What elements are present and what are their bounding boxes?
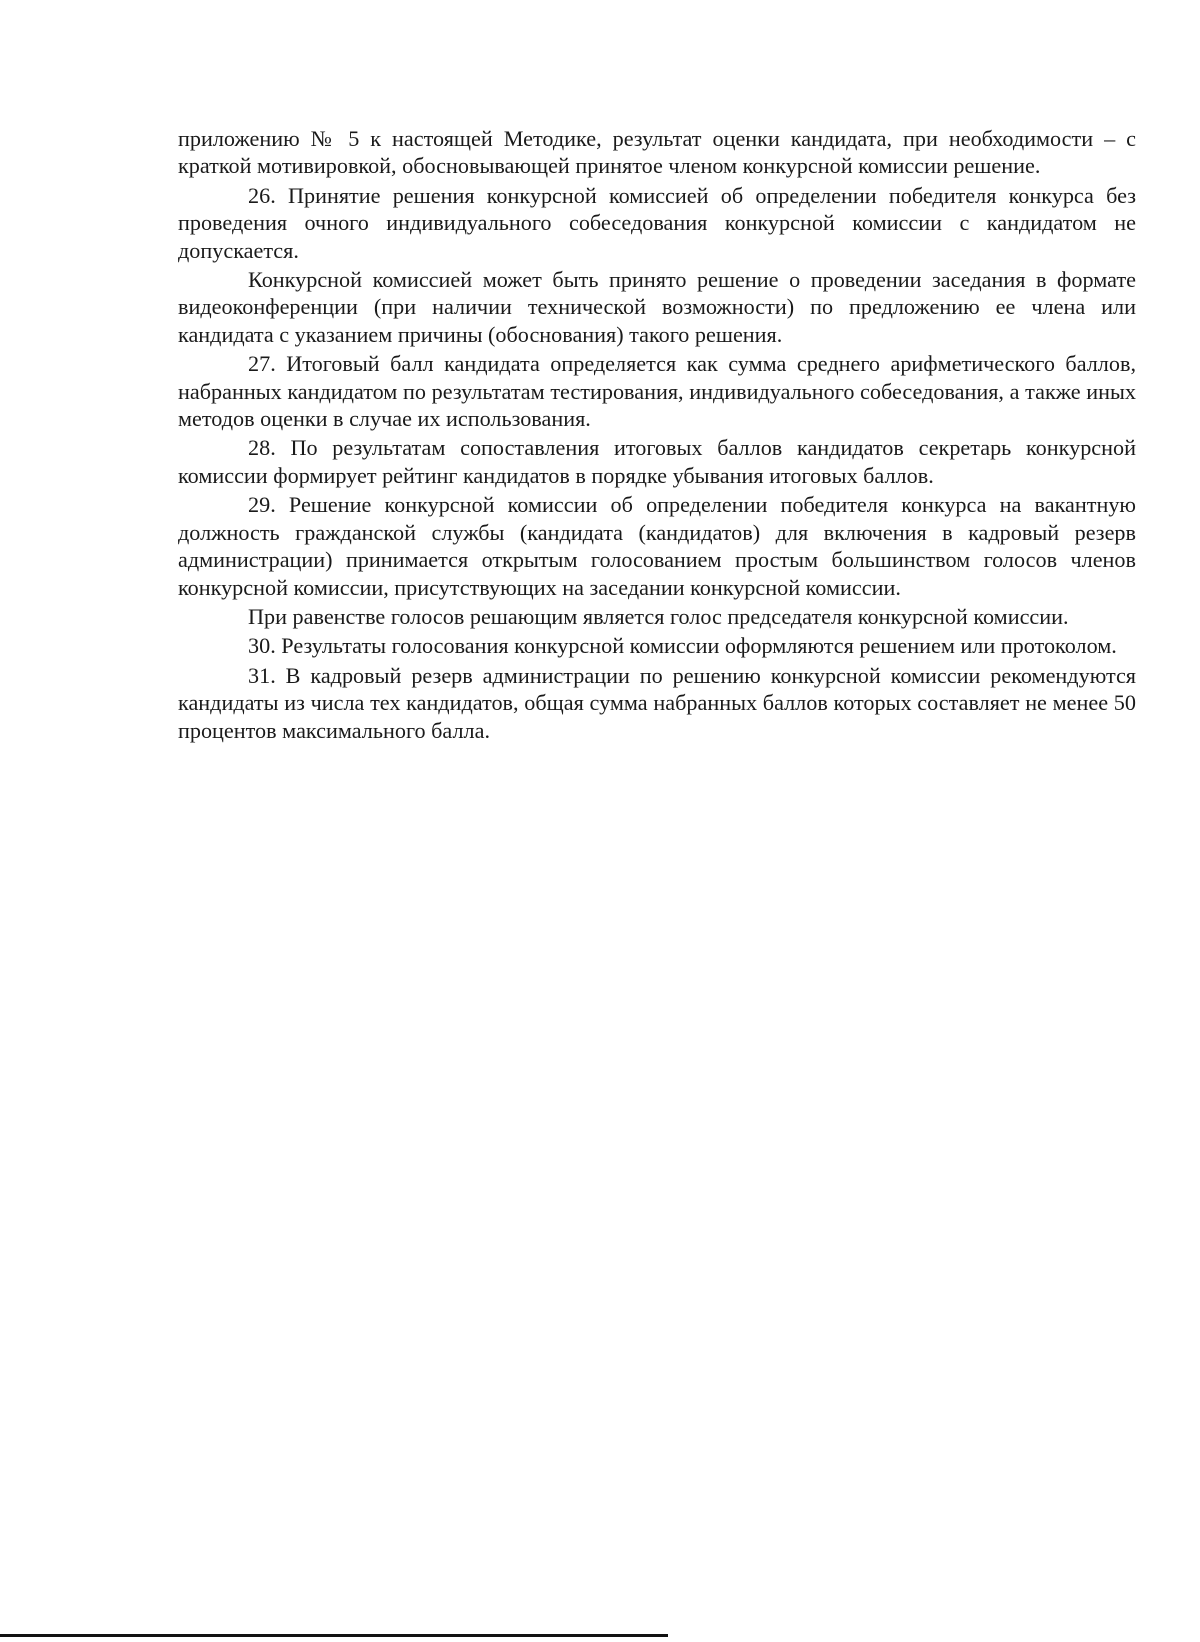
paragraph-28: 28. По результатам сопоставления итоговых баллов кандидатов секретарь конкурсной комиссии формирует рейтинг кандидатов в порядке убывания итоговых баллов. — [178, 435, 1136, 488]
paragraph-29-tie-vote: При равенстве голосов решающим является голос председателя конкурсной комиссии. — [248, 603, 1069, 629]
paragraph-31: 31. В кадровый резерв администрации по решению конкурсной комиссии рекомендуются кандидаты из числа тех кандидатов, общая сумма набранных баллов которых составляет не менее 50 процентов максимального балла. — [178, 662, 1136, 743]
paragraph-26-videoconference: Конкурсной комиссией может быть принято решение о проведении заседания в формате видеоконференции (при наличии технической возможности) по предложению ее члена или кандидата с указанием причины (обоснования) такого решения. — [178, 267, 1136, 347]
scan-edge-line — [0, 1634, 668, 1637]
paragraph-26: 26. Принятие решения конкурсной комиссией об определении победителя конкурса без проведения очного индивидуального собеседования конкурсной комиссии с кандидатом не допускается. — [178, 182, 1136, 263]
document-body — [178, 125, 1136, 744]
paragraph-30: 30. Результаты голосования конкурсной комиссии оформляются решением или протоколом. — [248, 633, 1117, 659]
paragraph-29: 29. Решение конкурсной комиссии об определении победителя конкурса на вакантную должность гражданской службы (кандидата (кандидатов) для включения в кадровый резерв администрации) принимается открытым голосованием простым большинством голосов членов конкурсной комиссии, присутствующих на заседании конкурсной комиссии. — [178, 492, 1136, 600]
paragraph-continuation: приложению № 5 к настоящей Методике, результат оценки кандидата, при необходимости – с краткой мотивировкой, обосновывающей принятое членом конкурсной комиссии решение. — [178, 126, 1136, 179]
paragraph-27: 27. Итоговый балл кандидата определяется как сумма среднего арифметического баллов, набранных кандидатом по результатам тестирования, индивидуального собеседования, а также иных методов оценки в случае их использования. — [178, 351, 1136, 432]
